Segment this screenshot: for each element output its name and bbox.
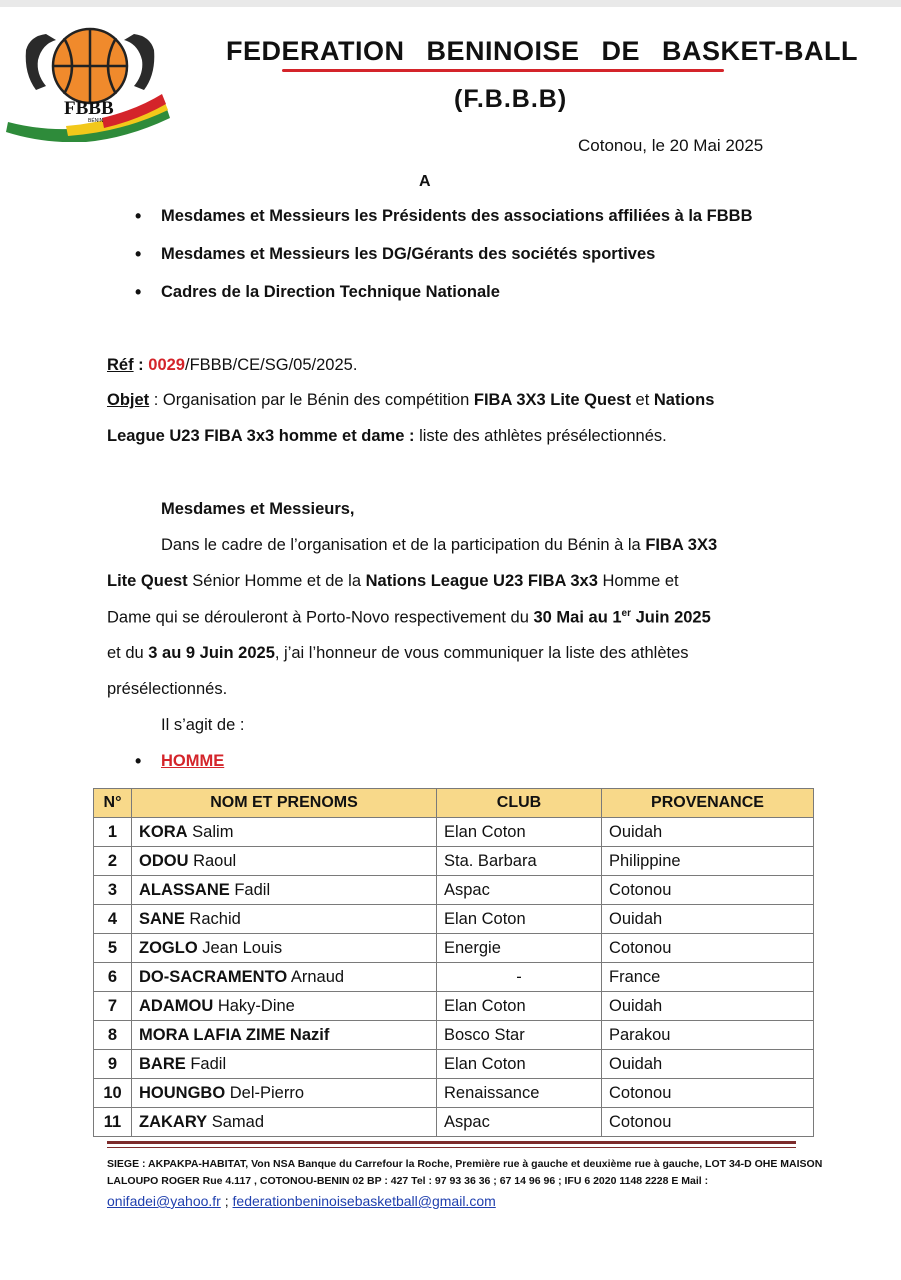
reference-colon: : <box>133 356 149 374</box>
logo-text: FBBB <box>64 98 114 119</box>
athlete-provenance: Cotonou <box>602 876 814 905</box>
athlete-last-name: ADAMOU <box>139 996 214 1015</box>
athlete-club: Elan Coton <box>437 1050 602 1079</box>
subject-text: et <box>630 391 654 409</box>
section-label: HOMME <box>161 752 225 770</box>
header-name: NOM ET PRENOMS <box>132 789 437 818</box>
table-row <box>94 905 814 934</box>
body-bold: FIBA 3X3 <box>645 536 718 554</box>
recipient-item: • Mesdames et Messieurs les DG/Gérants des sociétés sportives <box>135 245 753 283</box>
athlete-last-name: SANE <box>139 909 185 928</box>
athlete-name <box>132 847 437 876</box>
athlete-club: Elan Coton <box>437 818 602 847</box>
body-bold: Juin 2025 <box>630 608 711 627</box>
recipient-item: • Cadres de la Direction Technique Nationale <box>135 283 753 321</box>
recipients-heading: A <box>419 173 431 190</box>
header-provenance: PROVENANCE <box>602 789 814 818</box>
table-row <box>94 992 814 1021</box>
athlete-club: Energie <box>437 934 602 963</box>
athlete-name <box>132 1050 437 1079</box>
body-bold: 3 au 9 Juin 2025 <box>148 644 275 662</box>
footer-rule <box>107 1141 796 1144</box>
organization-title: FEDERATION BENINOISE DE BASKET-BALL <box>226 36 859 66</box>
row-number: 2 <box>94 847 132 876</box>
body-superscript: er <box>621 608 631 619</box>
athlete-name <box>132 992 437 1021</box>
recipient-list <box>135 207 753 321</box>
athlete-first-name: Fadil <box>185 1054 227 1073</box>
athlete-first-name: Jean Louis <box>197 938 283 957</box>
athlete-first-name: Fadil <box>229 880 271 899</box>
athlete-provenance: Ouidah <box>602 905 814 934</box>
athlete-first-name: Arnaud <box>287 967 345 986</box>
reference-line <box>107 356 357 375</box>
body-bold: Nations League U23 FIBA 3x3 <box>365 572 598 590</box>
athlete-name <box>132 1108 437 1137</box>
header-club: CLUB <box>437 789 602 818</box>
table-row <box>94 1050 814 1079</box>
athlete-first-name: Del-Pierro <box>225 1083 305 1102</box>
reference-number: 0029 <box>148 356 185 374</box>
logo-subtext: BÉNIN <box>88 118 104 124</box>
athlete-provenance: Ouidah <box>602 818 814 847</box>
email-link-yahoo[interactable]: onifadei@yahoo.fr <box>107 1193 221 1209</box>
table-row <box>94 1021 814 1050</box>
table-body <box>94 818 814 1137</box>
subject-bold: League U23 FIBA 3x3 homme et dame : <box>107 427 415 445</box>
row-number: 9 <box>94 1050 132 1079</box>
athlete-last-name: ODOU <box>139 851 189 870</box>
body-bold: 30 Mai au 1 <box>533 608 622 627</box>
athlete-provenance: France <box>602 963 814 992</box>
table-row <box>94 1108 814 1137</box>
body-line <box>107 608 711 628</box>
row-number: 1 <box>94 818 132 847</box>
athlete-name <box>132 818 437 847</box>
body-text: , j’ai l’honneur de vous communiquer la liste des athlètes <box>274 644 689 662</box>
athlete-name <box>132 1079 437 1108</box>
recipient-item: • Mesdames et Messieurs les Présidents des associations affiliées à la FBBB <box>135 207 753 245</box>
reference-rest: /FBBB/CE/SG/05/2025. <box>184 356 358 374</box>
athlete-last-name: MORA LAFIA ZIME Nazif <box>139 1025 330 1044</box>
body-text: et du <box>107 644 149 662</box>
athlete-club: Elan Coton <box>437 992 602 1021</box>
athlete-first-name: Raoul <box>188 851 237 870</box>
body-text: Dans le cadre de l’organisation et de la participation du Bénin à la <box>161 536 646 554</box>
subject-text: liste des athlètes présélectionnés. <box>414 427 667 445</box>
athlete-club: Bosco Star <box>437 1021 602 1050</box>
athlete-last-name: ZOGLO <box>139 938 198 957</box>
athlete-provenance: Ouidah <box>602 992 814 1021</box>
athlete-last-name: ZAKARY <box>139 1112 208 1131</box>
athlete-name <box>132 876 437 905</box>
row-number: 7 <box>94 992 132 1021</box>
body-line: présélectionnés. <box>107 680 228 698</box>
footer-emails <box>107 1193 496 1209</box>
subject-bold: FIBA 3X3 Lite Quest <box>473 391 631 409</box>
athlete-club: Elan Coton <box>437 905 602 934</box>
athlete-last-name: KORA <box>139 822 188 841</box>
letter-date: Cotonou, le 20 Mai 2025 <box>578 136 764 155</box>
athlete-name <box>132 934 437 963</box>
athlete-last-name: HOUNGBO <box>139 1083 226 1102</box>
table-header-row <box>94 789 814 818</box>
subject-bold: Nations <box>653 391 715 409</box>
athletes-table <box>93 788 814 1137</box>
athlete-first-name: Salim <box>187 822 234 841</box>
fbbb-logo <box>6 14 176 142</box>
athlete-club: Sta. Barbara <box>437 847 602 876</box>
athlete-first-name: Samad <box>207 1112 265 1131</box>
row-number: 5 <box>94 934 132 963</box>
athlete-first-name: Haky-Dine <box>213 996 295 1015</box>
athlete-club: Aspac <box>437 876 602 905</box>
athlete-last-name: DO-SACRAMENTO <box>139 967 288 986</box>
body-bold: Lite Quest <box>107 572 188 590</box>
title-underline <box>282 69 724 72</box>
body-line <box>161 536 717 555</box>
footer-address-line-2: LALOUPO ROGER Rue 4.117 , COTONOU-BENIN 02 BP : 427 Tel : 97 93 36 36 ; 67 14 96 96 ; IFU 6 2020 1148 2228 E Mail : <box>107 1175 709 1187</box>
athlete-provenance: Parakou <box>602 1021 814 1050</box>
body-text: Dame qui se dérouleront à Porto-Novo respectivement du <box>107 608 534 627</box>
athlete-provenance: Cotonou <box>602 1108 814 1137</box>
salutation: Mesdames et Messieurs, <box>161 500 355 518</box>
athlete-club: Renaissance <box>437 1079 602 1108</box>
organization-abbreviation: (F.B.B.B) <box>454 85 568 113</box>
top-band <box>0 0 901 7</box>
list-intro: Il s’agit de : <box>161 716 245 734</box>
athlete-provenance: Cotonou <box>602 934 814 963</box>
section-heading-homme <box>135 752 224 771</box>
athlete-club: - <box>437 963 602 992</box>
subject-line-1 <box>107 391 714 410</box>
body-text: Sénior Homme et de la <box>187 572 366 590</box>
table-row <box>94 847 814 876</box>
athlete-provenance: Cotonou <box>602 1079 814 1108</box>
header-number: N° <box>94 789 132 818</box>
footer-address-line-1: SIEGE : AKPAKPA-HABITAT, Von NSA Banque du Carrefour la Roche, Première rue à gauche et deuxième rue à gauche, LOT 34-D OHE MAISON <box>107 1158 823 1170</box>
reference-label: Réf <box>107 356 134 374</box>
athlete-name <box>132 963 437 992</box>
athlete-provenance: Ouidah <box>602 1050 814 1079</box>
table-row <box>94 934 814 963</box>
subject-text: : Organisation par le Bénin des compétition <box>149 391 474 409</box>
athlete-first-name: Rachid <box>184 909 241 928</box>
athlete-club: Aspac <box>437 1108 602 1137</box>
athlete-last-name: ALASSANE <box>139 880 230 899</box>
row-number: 8 <box>94 1021 132 1050</box>
subject-label: Objet <box>107 391 150 409</box>
email-link-gmail[interactable]: federationbeninoisebasketball@gmail.com <box>232 1193 496 1209</box>
table-row <box>94 963 814 992</box>
athlete-name <box>132 905 437 934</box>
row-number: 3 <box>94 876 132 905</box>
row-number: 4 <box>94 905 132 934</box>
table-row <box>94 1079 814 1108</box>
body-text: Homme et <box>597 572 679 590</box>
row-number: 11 <box>94 1108 132 1137</box>
athlete-last-name: BARE <box>139 1054 186 1073</box>
body-line <box>107 644 689 663</box>
footer-rule-thin <box>107 1147 796 1148</box>
table-row <box>94 876 814 905</box>
athlete-provenance: Philippine <box>602 847 814 876</box>
athlete-name <box>132 1021 437 1050</box>
email-separator: ; <box>220 1193 233 1209</box>
subject-line-2 <box>107 427 667 446</box>
body-line <box>107 572 679 591</box>
table-row <box>94 818 814 847</box>
row-number: 10 <box>94 1079 132 1108</box>
row-number: 6 <box>94 963 132 992</box>
